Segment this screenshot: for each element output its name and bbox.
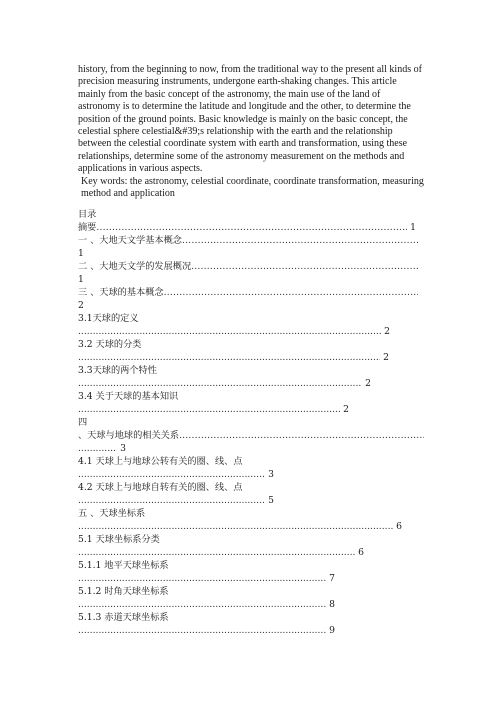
toc-entry-label: 5.1.3 赤道天球坐标系 <box>78 612 169 623</box>
toc-entry-chapter-2[interactable] <box>78 260 428 286</box>
toc-entry-4-2[interactable] <box>78 481 428 507</box>
toc-entry-chapter-5[interactable] <box>78 507 428 533</box>
toc-leader-dots <box>78 442 117 455</box>
toc-leader-dots <box>96 221 407 234</box>
toc-page-number: 3 <box>120 443 126 454</box>
toc-entry-chapter-4[interactable] <box>78 416 428 455</box>
toc-entry-label: 一 、大地天文学基本概念 <box>78 235 182 246</box>
toc-entry-label: 5.1 天球坐标系分类 <box>78 534 160 545</box>
toc-page-number: 6 <box>396 521 402 532</box>
toc-leader-dots <box>78 325 381 338</box>
toc-page-number: 7 <box>329 573 335 584</box>
toc-page-number: 8 <box>329 599 335 610</box>
toc-leader-dots <box>191 260 418 273</box>
toc-entry-label: 、天球与地球的相关关系 <box>78 430 180 441</box>
toc-page-number: 2 <box>343 404 349 415</box>
toc-entry-5-1-1[interactable] <box>78 559 428 585</box>
toc-entry-3-2[interactable] <box>78 338 428 364</box>
toc-page-number: 1 <box>78 248 84 259</box>
toc-leader-dots <box>182 234 418 247</box>
toc-entry-chapter-number: 四 <box>78 417 88 428</box>
toc-leader-dots <box>78 403 340 416</box>
toc-entry-label: 五 、天球坐标系 <box>78 508 146 519</box>
toc-entry-label: 4.1 天球上与地球公转有关的圈、线、点 <box>78 456 243 467</box>
toc-entry-3-4[interactable] <box>78 390 428 416</box>
toc-leader-dots <box>78 468 265 481</box>
toc-entry-5-1-2[interactable] <box>78 585 428 611</box>
toc-page-number: 9 <box>329 625 335 636</box>
toc-leader-dots <box>78 351 380 364</box>
toc-page-number: 2 <box>78 300 84 311</box>
toc-page-number: 2 <box>383 352 389 363</box>
toc-page-number: 2 <box>365 378 371 389</box>
toc-title: 目录 <box>78 209 97 220</box>
toc-leader-dots <box>78 572 326 585</box>
toc-entry-label: 5.1.2 时角天球坐标系 <box>78 586 169 597</box>
toc-entry-3-3[interactable] <box>78 364 428 390</box>
table-of-contents <box>78 208 428 637</box>
toc-leader-dots <box>179 429 424 442</box>
toc-entry-label: 二 、大地天文学的发展概况 <box>78 261 192 272</box>
toc-page-number: 3 <box>268 469 274 480</box>
toc-page-number: 2 <box>384 326 390 337</box>
toc-entry-chapter-1[interactable] <box>78 234 428 260</box>
toc-leader-dots <box>78 377 362 390</box>
toc-leader-dots <box>78 598 326 611</box>
toc-leader-dots <box>78 520 393 533</box>
toc-entry-label: 4.2 天球上与地球自转有关的圈、线、点 <box>78 482 243 493</box>
toc-entry-label: 摘要 <box>78 222 97 233</box>
toc-page-number: 1 <box>410 222 416 233</box>
english-abstract <box>78 64 424 200</box>
toc-entry-5-1[interactable] <box>78 533 428 559</box>
toc-leader-dots <box>78 494 265 507</box>
toc-leader-dots <box>78 546 355 559</box>
toc-page-number: 6 <box>358 547 364 558</box>
toc-entry-chapter-3[interactable] <box>78 286 428 312</box>
toc-leader-dots <box>78 624 326 637</box>
toc-entry-label: 3.4 关于天球的基本知识 <box>78 391 179 402</box>
toc-page-number: 1 <box>78 274 84 285</box>
toc-entry-label: 3.3天球的两个特性 <box>78 365 157 376</box>
toc-entry-label: 三 、天球的基本概念 <box>78 287 164 298</box>
toc-entry-3-1[interactable] <box>78 312 428 338</box>
toc-entry-4-1[interactable] <box>78 455 428 481</box>
toc-entry-label: 3.2 天球的分类 <box>78 339 142 350</box>
abstract-body: history, from the beginning to now, from the traditional way to the present all kinds of precision measuring instruments, undergone earth-shaking changes. This article mainly from the basic concept of the astronomy, the main use of the land of astronomy is to determine the latitude and longitude and the other, to determine the position of the ground points. Basic knowledge is mainly on the basic concept, the celestial sphere celestial&#39;s relationship with the earth and the relationship between the celestial coordinate system with earth and transformation, using these relationships, determine some of the astronomy measurement on the methods and applications in various aspects. <box>78 64 422 175</box>
toc-entry-label: 3.1天球的定义 <box>78 313 139 324</box>
toc-leader-dots <box>164 286 418 299</box>
toc-entry-abstract[interactable] <box>78 221 416 234</box>
toc-entry-label: 5.1.1 地平天球坐标系 <box>78 560 169 571</box>
toc-entry-5-1-3[interactable] <box>78 611 428 637</box>
toc-page-number: 5 <box>268 495 274 506</box>
abstract-keywords: Key words: the astronomy, celestial coordinate, coordinate transformation, measuring method and application <box>81 175 424 200</box>
